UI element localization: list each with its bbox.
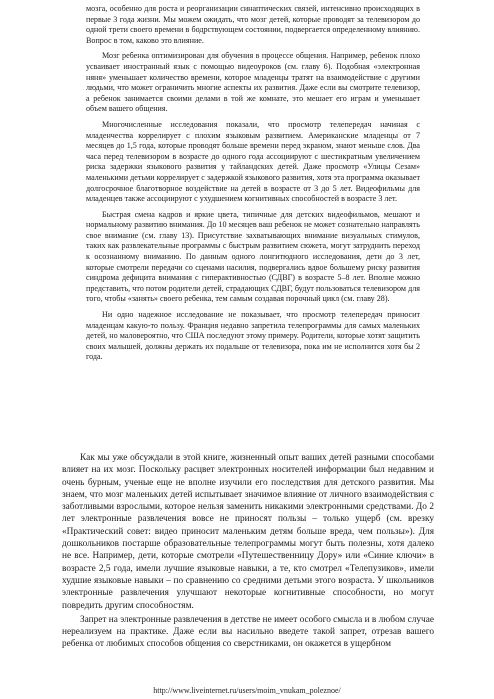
box-paragraph: Многочисленные исследования показали, что просмотр телепередач начиная с младенчества коррелирует с плохим языковым развитием. Американские младенцы от 7 месяцев до 1,5 года, которые проводят больше времени перед экраном, знают меньше слов. Два часа перед телевизором в возрасте до одного года ассоциируют с шестикратным увеличением риска задержки языкового развития у тайландских детей. Даже просмотр «Улицы Сезам» маленькими детьми коррелирует с задержкой языкового развития, хотя эта программа оказывает долгосрочное благотворное воздействие на детей в возрасте от 3 до 5 лет. Видеофильмы для младенцев также ассоциируют с ухудшением когнитивных способностей в возрасте 3 лет. <box>86 119 420 204</box>
box-paragraph: мозга, особенно для роста и реорганизации синаптических связей, интенсивно происходящих в первые 3 года жизни. Мы можем ожидать, что мозг детей, которые проводят за телевизором до одной трети своего времени в бодрствующем состоянии, подвергается определенному влиянию. Вопрос в том, каково это влияние. <box>86 4 420 45</box>
box-paragraph: Ни одно надежное исследование не показывает, что просмотр телепередач приносит младенцам какую-то пользу. Франция недавно запретила телепрограммы для самых маленьких детей, но маловероятно, что США последуют этому примеру. Родители, которые хотят защитить своих малышей, должны держать их подальше от телевизора, пока им не исполнится хотя бы 2 года. <box>86 310 420 362</box>
footer-url[interactable]: http://www.liveinternet.ru/users/moim_vnukam_poleznoe/ <box>153 686 341 695</box>
main-text <box>62 452 434 653</box>
sidebar-box <box>86 4 420 368</box>
main-paragraph: Как мы уже обсуждали в этой книге, жизненный опыт ваших детей разными способами влияет на их мозг. Поскольку расцвет электронных носителей информации был недавним и очень бурным, ученые еще не вполне изучили его последствия для детского развития. Мы знаем, что мозг маленьких детей испытывает значимое влияние от личного взаимодействия с заботливыми взрослыми, которое нельзя заменить никакими электронными средствами. До 2 лет электронные развлечения вовсе не приносят пользы – только ущерб (см. врезку «Практический совет: видео приносит маленьким детям больше вреда, чем пользы»). Для дошкольников постарше образовательные телепрограммы могут быть полезны, хотя далеко не все. Например, дети, которые смотрели «Путешественницу Дору» или «Синие ключи» в возрасте 2,5 года, имели лучшие языковые навыки, а те, кто смотрел «Телепузиков», имели худшие языковые навыки – по сравнению со средними детьми этого возраста. У школьников электронные развлечения улучшают некоторые когнитивные способности, но могут повредить другим способностям. <box>62 453 434 611</box>
box-paragraph: Мозг ребенка оптимизирован для обучения в процессе общения. Например, ребенок плохо усваивает иностранный язык с помощью видеоуроков (см. главу 6). Подобная «электронная няня» уменьшает количество времени, которое младенцы тратят на взаимодействие с другими людьми, что может ограничить многие аспекты их развития. Даже если вы смотрите телевизор, а ребенок занимается своими делами в той же комнате, это мешает его играм и уменьшает объем вашего общения. <box>86 51 420 114</box>
main-paragraph: Запрет на электронные развлечения в детстве не имеет особого смысла и в любом случае нереализуем на практике. Даже если вы насильно введете такой запрет, отрезав вашего ребенка от любимых способов общения со сверстниками, он окажется в ущербном <box>62 614 434 650</box>
box-paragraph: Быстрая смена кадров и яркие цвета, типичные для детских видеофильмов, мешают и нормальному развитию внимания. До 10 месяцев ваш ребенок не может сознательно направлять свое внимание (см. главу 13). Присутствие захватывающих внимание визуальных стимулов, таких как развлекательные программы с быстрым развитием сюжета, могут затруднить переход к осознанному вниманию. По данным одного лонгитюдного исследования, дети до 3 лет, которые смотрели передачи со сценами насилия, подвергались вдвое большему риску развития синдрома дефицита внимания с гиперактивностью (СДВГ) в возрасте 5–8 лет. Вполне можно представить, что потом родители детей, страдающих СДВГ, будут пользоваться телевизором для того, чтобы «занять» своего ребенка, тем самым создавая порочный цикл (см. главу 28). <box>86 209 420 304</box>
